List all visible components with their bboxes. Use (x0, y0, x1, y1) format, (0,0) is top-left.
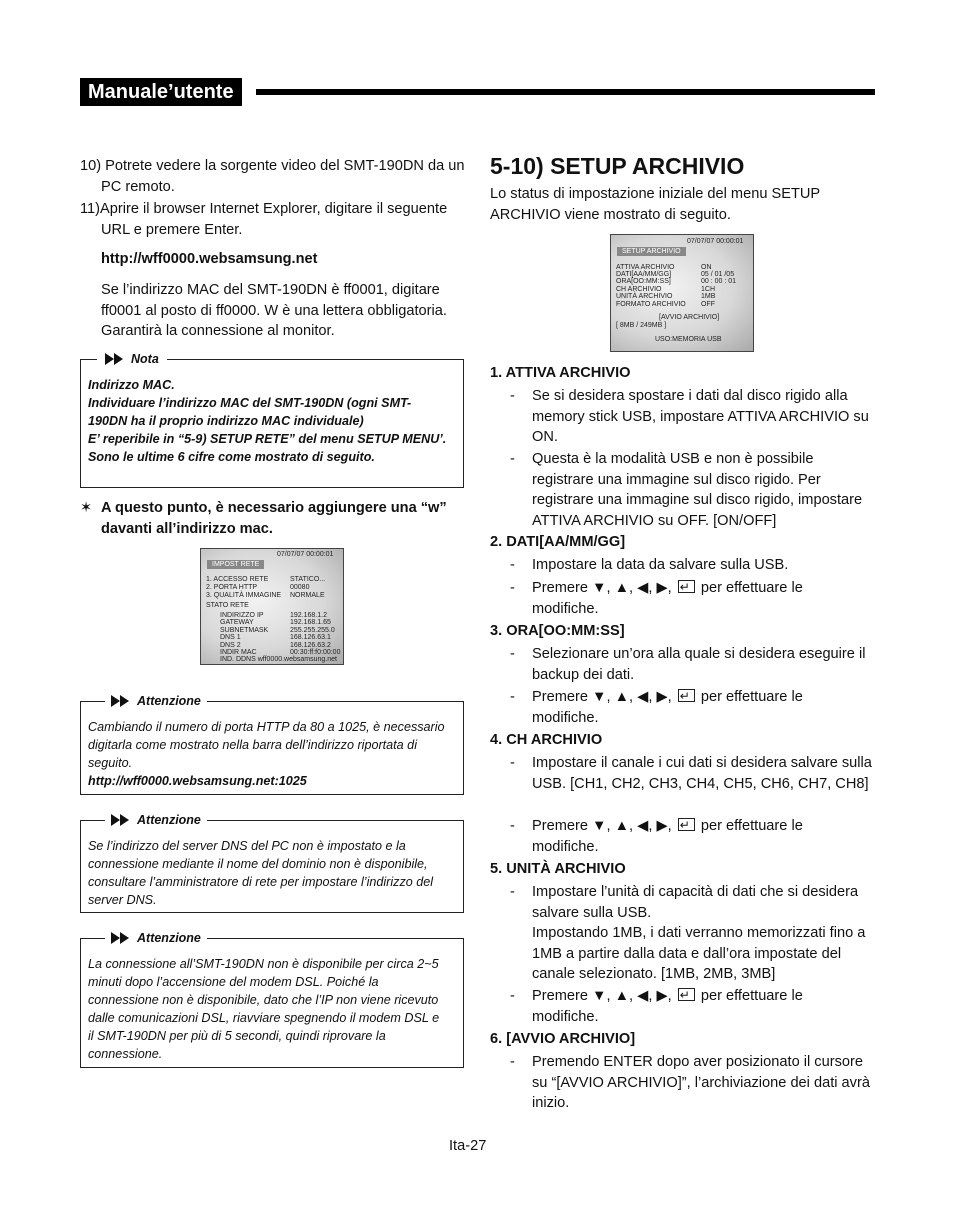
screen-size: [ 8MB / 249MB ] (616, 322, 667, 329)
screen-row-value: 192.168.1.65 (290, 619, 331, 626)
attenzione-text: La connessione all’SMT-190DN non è disponibile per circa 2~5 minuti dopo l’accensione del modem DSL. Poiché la connessione non è disponibile, dato che l’IP non viene ricevuto dalle comunicazioni DSL, riavviare spegnendo il modem DSL e il SMT-190DN per più di 5 secondi, quindi riprovare la connessione. (88, 957, 440, 1061)
enter-icon (678, 988, 695, 1001)
screen-row-value: OFF (701, 301, 715, 308)
screen-row-value: NORMALE (290, 592, 325, 599)
screen-row-label: DATI[AA/MM/GG] (616, 271, 672, 278)
network-setup-screen (200, 548, 344, 665)
desc-item: - Impostare la data da salvare sulla USB. (510, 557, 789, 573)
screen-row-label: SUBNETMASK (220, 627, 269, 634)
header-rule (256, 89, 875, 95)
screen-footer: USO:MEMORIA USB (655, 336, 722, 343)
screen-row-label: GATEWAY (220, 619, 254, 626)
enter-icon (678, 580, 695, 593)
screen-row-label: DNS 1 (220, 634, 241, 641)
screen-row-label: 3. QUALITÀ IMMAGINE (206, 592, 282, 599)
enter-icon (678, 689, 695, 702)
attenzione-header (105, 930, 207, 946)
heading-ch-archivio: 4. CH ARCHIVIO (490, 732, 603, 748)
screen-tag: IMPOST RETE (207, 560, 264, 569)
screen-row-value: 168.126.63.2 (290, 642, 331, 649)
desc-item: - Premere ▼, ▲, ◀, ▶, ↵ per effettuare le modifiche. (510, 986, 872, 1027)
heading-avvio-archivio: 6. [AVVIO ARCHIVIO] (490, 1031, 636, 1047)
desc-item: - Questa è la modalità USB e non è possibile registrare una immagine sul disco rigido. Per registrare una immagine sul disco rigido, impostare ATTIVA ARCHIVIO su OFF. [ON/OFF] (510, 451, 863, 529)
step-11: 11)Aprire il browser Internet Explorer, digitare il seguente URL e premere Enter. (80, 201, 448, 238)
screen-row-label: INDIR MAC (220, 649, 257, 656)
desc-item: - Se si desidera spostare i dati dal disco rigido alla memory stick USB, impostare ATTIVA ARCHIVIO su ON. (510, 388, 869, 445)
attenzione-text: Se l’indirizzo del server DNS del PC non è impostato e la connessione mediante il nome del dominio non è disponibile, consultare l’amministratore di rete per impostare l’indirizzo del server DNS. (88, 839, 434, 907)
url-text: http://wff0000.websamsung.net (101, 251, 318, 267)
nota-line: Sono le ultime 6 cifre come mostrato di seguito. (88, 450, 375, 464)
nota-box (80, 352, 464, 488)
heading-ora: 3. ORA[OO:MM:SS] (490, 623, 625, 639)
screen-row-label: INDIRIZZO IP (220, 612, 264, 619)
screen-row-value: 05 / 01 /05 (701, 271, 735, 278)
manual-title: Manuale’utente (80, 78, 242, 106)
screen-row-label: ORA[OO:MM:SS] (616, 278, 671, 285)
screen-row-value: 00:30:ff:f0:00:00 (290, 649, 341, 656)
nota-line: Individuare l’indirizzo MAC del SMT-190DN (ogni SMT-190DN ha il proprio indirizzo MAC individuale) (88, 396, 412, 428)
page-number: Ita-27 (449, 1138, 487, 1154)
desc-item: - Premere ▼, ▲, ◀, ▶, ↵ per effettuare le modifiche. (510, 816, 872, 857)
screen-datetime: 07/07/07 00:00:01 (687, 238, 744, 245)
desc-item: - Impostare il canale i cui dati si desidera salvare sulla USB. [CH1, CH2, CH3, CH4, CH5, CH6, CH7, CH8] (510, 755, 872, 792)
section-title: 5-10) SETUP ARCHIVIO (490, 153, 745, 179)
double-arrow-icon (111, 695, 131, 707)
nota-header (97, 351, 167, 367)
attenzione-label: Attenzione (137, 694, 201, 708)
heading-unita-archivio: 5. UNITÀ ARCHIVIO (490, 861, 626, 877)
asterisk-icon: ✶ (80, 500, 93, 516)
screen-row-value: 255.255.255.0 (290, 627, 335, 634)
screen-row-value: 00 : 00 : 01 (701, 278, 737, 285)
asterisk-note: ✶ A questo punto, è necessario aggiungere una “w” davanti all’indirizzo mac. (80, 500, 447, 537)
step-10: 10) Potrete vedere la sorgente video del SMT-190DN da un PC remoto. (80, 158, 465, 195)
screen-row-label: DNS 2 (220, 642, 241, 649)
screen-row-label: CH ARCHIVIO (616, 286, 662, 293)
screen-row-value: ON (701, 264, 712, 271)
attenzione-header (105, 812, 207, 828)
screen-row-label: UNITÀ ARCHIVIO (616, 293, 673, 300)
nota-line: Indirizzo MAC. (88, 378, 175, 392)
desc-item: - Premere ▼, ▲, ◀, ▶, ↵ per effettuare le modifiche. (510, 578, 872, 619)
screen-row-value: 1CH (701, 286, 716, 293)
desc-item: - Impostare l’unità di capacità di dati che si desidera salvare sulla USB. Impostando 1MB, i dati verranno memorizzati fino a 1MB a partire dalla data e dall’ora impostate del canale selezionato. [1MB, 2MB, 3MB] (510, 884, 866, 982)
desc-item: - Premendo ENTER dopo aver posizionato il cursore su “[AVVIO ARCHIVIO]”, l’archiviazione dei dati avrà inizio. (510, 1054, 870, 1111)
nota-line: E’ reperibile in “5-9) SETUP RETE” del menu SETUP MENU’. (88, 432, 447, 446)
attenzione-box-3 (80, 931, 464, 1068)
attenzione-box-2 (80, 813, 464, 913)
mac-paragraph: Se l’indirizzo MAC del SMT-190DN è ff0001, digitare ff0001 al posto di ff0000. W è una lettera obbligatoria. Garantirà la connessione al monitor. (101, 282, 447, 339)
screen-ddns: IND. DDNS wff0000.websamsung.net (220, 656, 337, 663)
attenzione-box-1 (80, 694, 464, 795)
screen-row-label: 2. PORTA HTTP (206, 584, 258, 591)
screen-row-value: STATICO... (290, 576, 326, 583)
double-arrow-icon (105, 353, 125, 365)
screen-section: STATO RETE (206, 602, 249, 609)
double-arrow-icon (111, 814, 131, 826)
screen-tag: SETUP ARCHIVIO (617, 247, 686, 256)
desc-item: - Selezionare un’ora alla quale si desidera eseguire il backup dei dati. (510, 646, 866, 683)
section-intro: Lo status di impostazione iniziale del menu SETUP ARCHIVIO viene mostrato di seguito. (490, 186, 820, 223)
screen-row-value: 168.126.63.1 (290, 634, 331, 641)
screen-row-value: 00080 (290, 584, 310, 591)
heading-attiva-archivio: 1. ATTIVA ARCHIVIO (490, 365, 631, 381)
heading-dati: 2. DATI[AA/MM/GG] (490, 534, 626, 550)
attenzione-label: Attenzione (137, 813, 201, 827)
enter-icon (678, 818, 695, 831)
archive-setup-screen (610, 234, 754, 352)
screen-row-label: ATTIVA ARCHIVIO (616, 264, 675, 271)
double-arrow-icon (111, 932, 131, 944)
desc-item: - Premere ▼, ▲, ◀, ▶, ↵ per effettuare le modifiche. (510, 687, 872, 728)
nota-label: Nota (131, 352, 159, 366)
screen-row-value: 1MB (701, 293, 716, 300)
attenzione-header (105, 693, 207, 709)
screen-row-label: FORMATO ARCHIVIO (616, 301, 686, 308)
screen-start-button: [AVVIO ARCHIVIO] (659, 314, 720, 321)
screen-datetime: 07/07/07 00:00:01 (277, 551, 334, 558)
screen-row-label: 1. ACCESSO RETE (206, 576, 269, 583)
screen-row-value: 192.168.1.2 (290, 612, 327, 619)
attenzione-label: Attenzione (137, 931, 201, 945)
attenzione-text: Cambiando il numero di porta HTTP da 80 a 1025, è necessario digitarla come mostrato nella barra dell’indirizzo riportata di seguito. (88, 720, 445, 770)
attenzione-url: http://wff0000.websamsung.net:1025 (88, 774, 307, 788)
